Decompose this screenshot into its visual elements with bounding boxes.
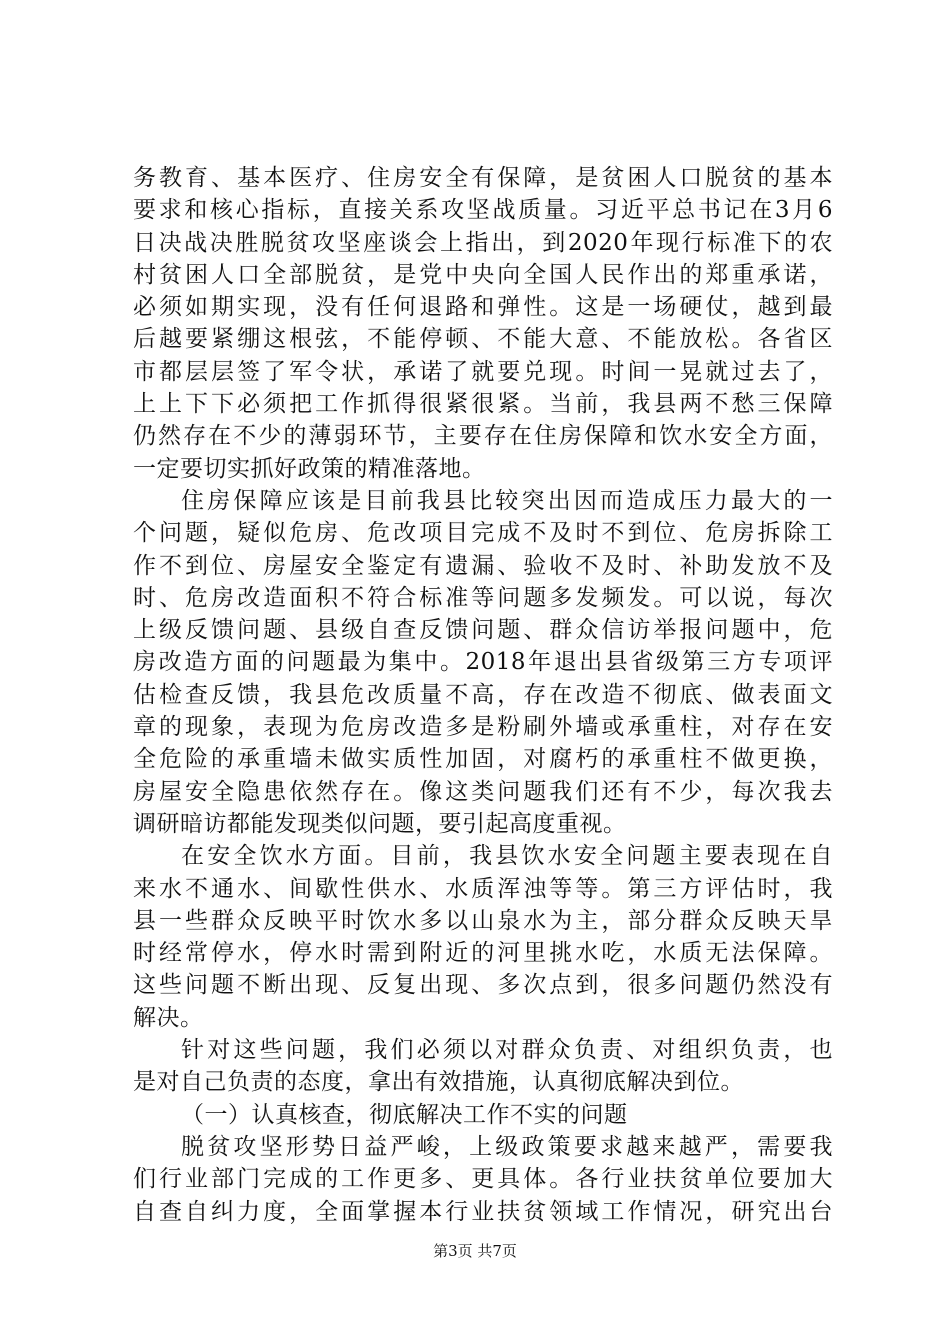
text-line: 是对自己负责的态度，拿出有效措施，认真彻底解决到位。 [133,1069,744,1096]
text-line: 来水不通水、间歇性供水、水质浑浊等等。第三方评估时，我 [133,875,833,902]
text-line: 后越要紧绷这根弦，不能停顿、不能大意、不能放松。各省区 [133,326,833,353]
text-line: 住房保障应该是目前我县比较突出因而造成压力最大的一 [181,487,833,514]
paragraph [133,1131,833,1228]
text-line: 房改造方面的问题最为集中。2018年退出县省级第三方专项评 [133,649,833,676]
text-line: 时、危房改造面积不符合标准等问题多发频发。可以说，每次 [133,584,833,611]
text-line: 们行业部门完成的工作更多、更具体。各行业扶贫单位要加大 [133,1166,833,1193]
text-line: 上级反馈问题、县级自查反馈问题、群众信访举报问题中，危 [133,617,833,644]
paragraph [133,162,833,485]
text-line: 村贫困人口全部脱贫，是党中央向全国人民作出的郑重承诺， [133,261,833,288]
text-line: 房屋安全隐患依然存在。像这类问题我们还有不少，每次我去 [133,778,833,805]
document-body [133,162,833,1228]
paragraph [133,840,833,1034]
text-line: 仍然存在不少的薄弱环节，主要存在住房保障和饮水安全方面， [133,423,833,450]
text-line: 县一些群众反映平时饮水多以山泉水为主，部分群众反映天旱 [133,907,833,934]
text-line: 解决。 [133,1004,204,1031]
text-line: 一定要切实抓好政策的精准落地。 [133,455,486,482]
paragraph [133,1034,833,1099]
text-line: 章的现象，表现为危房改造多是粉刷外墙或承重柱，对存在安 [133,714,833,741]
page-footer: 第3页 共7页 [433,1242,517,1260]
paragraph [133,485,833,840]
text-line: 这些问题不断出现、反复出现、多次点到，很多问题仍然没有 [133,972,833,999]
text-line: （一）认真核查，彻底解决工作不实的问题 [181,1101,628,1128]
text-line: 市都层层签了军令状，承诺了就要兑现。时间一晃就过去了， [133,358,833,385]
text-line: 日决战决胜脱贫攻坚座谈会上指出，到2020年现行标准下的农 [133,229,833,256]
text-line: 在安全饮水方面。目前，我县饮水安全问题主要表现在自 [181,843,833,870]
text-line: 个问题，疑似危房、危改项目完成不及时不到位、危房拆除工 [133,520,833,547]
text-line: 要求和核心指标，直接关系攻坚战质量。习近平总书记在3月6 [133,197,833,224]
text-line: 全危险的承重墙未做实质性加固，对腐朽的承重柱不做更换， [133,746,833,773]
text-line: 作不到位、房屋安全鉴定有遗漏、验收不及时、补助发放不及 [133,552,833,579]
text-line: 上上下下必须把工作抓得很紧很紧。当前，我县两不愁三保障 [133,391,833,418]
text-line: 自查自纠力度，全面掌握本行业扶贫领域工作情况，研究出台 [133,1198,833,1225]
text-line: 针对这些问题，我们必须以对群众负责、对组织负责，也 [181,1037,833,1064]
text-line: 调研暗访都能发现类似问题，要引起高度重视。 [133,810,627,837]
text-line: 估检查反馈，我县危改质量不高，存在改造不彻底、做表面文 [133,681,833,708]
text-line: 必须如期实现，没有任何退路和弹性。这是一场硬仗，越到最 [133,294,833,321]
text-line: 务教育、基本医疗、住房安全有保障，是贫困人口脱贫的基本 [133,165,833,191]
text-line: 时经常停水，停水时需到附近的河里挑水吃，水质无法保障。 [133,940,833,967]
text-line: 脱贫攻坚形势日益严峻，上级政策要求越来越严，需要我 [181,1133,833,1160]
paragraph [133,1099,833,1131]
